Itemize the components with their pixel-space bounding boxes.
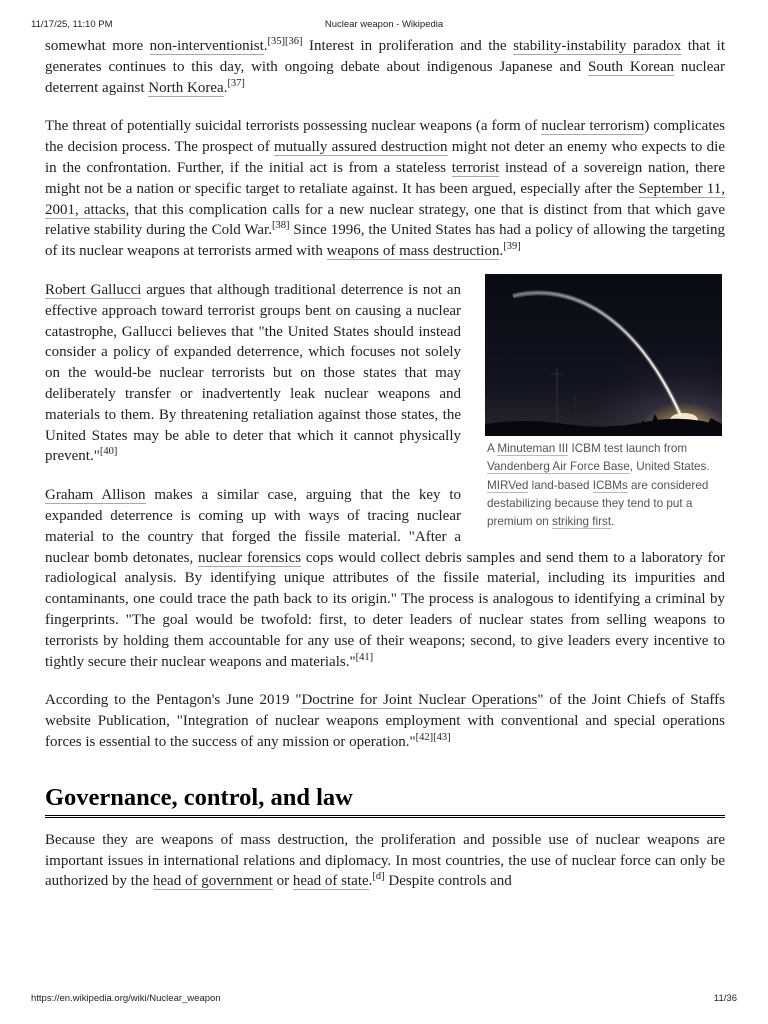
citation-35[interactable]: [35] [267,36,286,47]
print-datetime: 11/17/25, 11:10 PM [31,19,113,30]
print-footer [31,993,737,1007]
citation-38[interactable]: [38] [271,220,290,232]
print-header [31,19,737,33]
citation-36[interactable]: [36] [285,36,303,47]
link-nuclear-terrorism[interactable]: nuclear terrorism [541,118,645,135]
link-nuclear-forensics[interactable]: nuclear forensics [198,549,302,566]
figure-minuteman-launch [485,274,725,531]
link-south-korean[interactable]: South Korean [588,58,675,75]
icbm-launch-photo[interactable] [485,274,722,436]
link-doctrine-joint-nuclear-operations[interactable]: Doctrine for Joint Nuclear Operations [301,692,538,709]
link-north-korea[interactable]: North Korea [148,79,224,96]
link-vandenberg-afb[interactable]: Vandenberg Air Force Base [487,460,630,474]
link-september-11-attacks[interactable]: September 11, 2001, attacks [45,180,725,218]
citation-37[interactable]: [37] [227,77,245,89]
print-url: https://en.wikipedia.org/wiki/Nuclear_weapon [31,993,221,1004]
paragraph-pentagon-doctrine: According to the Pentagon's June 2019 "Doctrine for Joint Nuclear Operations" of the Joint Chiefs of Staffs website Publication, "Integration of nuclear weapons employment with conventional and special operations forces is essential to the success of any mission or operation."[42][43] [45,692,725,750]
icbm-launch-illustration [485,274,722,436]
note-d[interactable]: [d] [372,871,385,883]
link-weapons-of-mass-destruction[interactable]: weapons of mass destruction [326,243,500,260]
print-page-title: Nuclear weapon - Wikipedia [324,19,444,30]
link-mutually-assured-destruction[interactable]: mutually assured destruction [274,139,448,156]
link-robert-gallucci[interactable]: Robert Gallucci [45,281,142,298]
article-content [45,36,725,892]
print-page-number: 11/36 [713,993,737,1004]
figure-caption: A Minuteman III ICBM test launch from Vandenberg Air Force Base, United States. MIRVed land-based ICBMs are considered destabilizing because they tend to put a premium on striking first. [487,441,710,529]
link-head-of-state[interactable]: head of state [292,873,369,890]
paragraph-gallucci: Robert Gallucci argues that although traditional deterrence is not an effective approach toward terrorist groups bent on causing a nuclear catastrophe, Gallucci believes that "the United States should instead consider a policy of expanded deterrence, which focuses not solely on the would-be nuclear terrorists but on those states that may deliberately transfer or inadvertently leak nuclear weapons and materials to them. By threatening retaliation against those states, the United States may be able to deter that which it cannot physically prevent."[40] [45,281,461,465]
citation-42[interactable]: [42] [415,731,434,743]
paragraph-terrorism: The threat of potentially suicidal terrorists possessing nuclear weapons (a form of nuclear terrorism) complicates the decision process. The prospect of mutually assured destruction might not deter an enemy who expects to die in the confrontation. Further, if the initial act is from a stateless terrorist instead of a sovereign nation, there might not be a nation or specific target to retaliate against. It has been argued, especially after the September 11, 2001, attacks, that this complication calls for a new nuclear strategy, one that is distinct from that which gave relative stability during the Cold War.[38] Since 1996, the United States has had a policy of allowing the targeting of its nuclear weapons at terrorists armed with weapons of mass destruction.[39] [45,118,725,260]
link-graham-allison[interactable]: Graham Allison [45,487,146,504]
link-stability-instability-paradox[interactable]: stability-instability paradox [513,38,682,54]
citation-39[interactable]: [39] [503,241,521,253]
section-heading-governance: Governance, control, and law [45,783,725,818]
link-head-of-government[interactable]: head of government [152,873,273,890]
link-terrorist[interactable]: terrorist [451,159,500,176]
link-minuteman-iii[interactable]: Minuteman III [497,441,569,455]
link-striking-first[interactable]: striking first [551,515,612,529]
link-icbms[interactable]: ICBMs [592,478,628,492]
paragraph-proliferation: somewhat more non-interventionist.[35][36] Interest in proliferation and the stability-instability paradox that it generates continues to this day, with ongoing debate about indigenous Japanese and South Korean nuclear deterrent against North Korea.[37] [45,36,726,96]
link-mirved[interactable]: MIRVed [487,478,529,492]
paragraph-governance: Because they are weapons of mass destruction, the proliferation and possible use of nuclear weapons are important issues in international relations and diplomacy. In most countries, the use of nuclear force can only be authorized by the head of government or head of state.[d] Despite controls and [45,831,725,890]
citation-43[interactable]: [43] [433,731,451,743]
paragraph-allison: Graham Allison makes a similar case, arguing that the key to expanded deterrence is coming up with ways of tracing nuclear material to the country that forged the fissile material. "After a nuclear bomb detonates, nuclear forensics cops would collect debris samples and send them to a laboratory for radiological analysis. By identifying unique attributes of the fissile material, including its impurities and contaminants, one could trace the path back to its origin." The process is analogous to identifying a criminal by fingerprints. "The goal would be twofold: first, to deter leaders of nuclear states from selling weapons to terrorists by holding them accountable for any use of their weapons; second, to give leaders every incentive to tightly secure their nuclear weapons and materials."[41] [45,487,725,670]
link-non-interventionist[interactable]: non-interventionist [149,38,264,54]
citation-40[interactable]: [40] [99,446,118,458]
citation-41[interactable]: [41] [355,651,374,663]
